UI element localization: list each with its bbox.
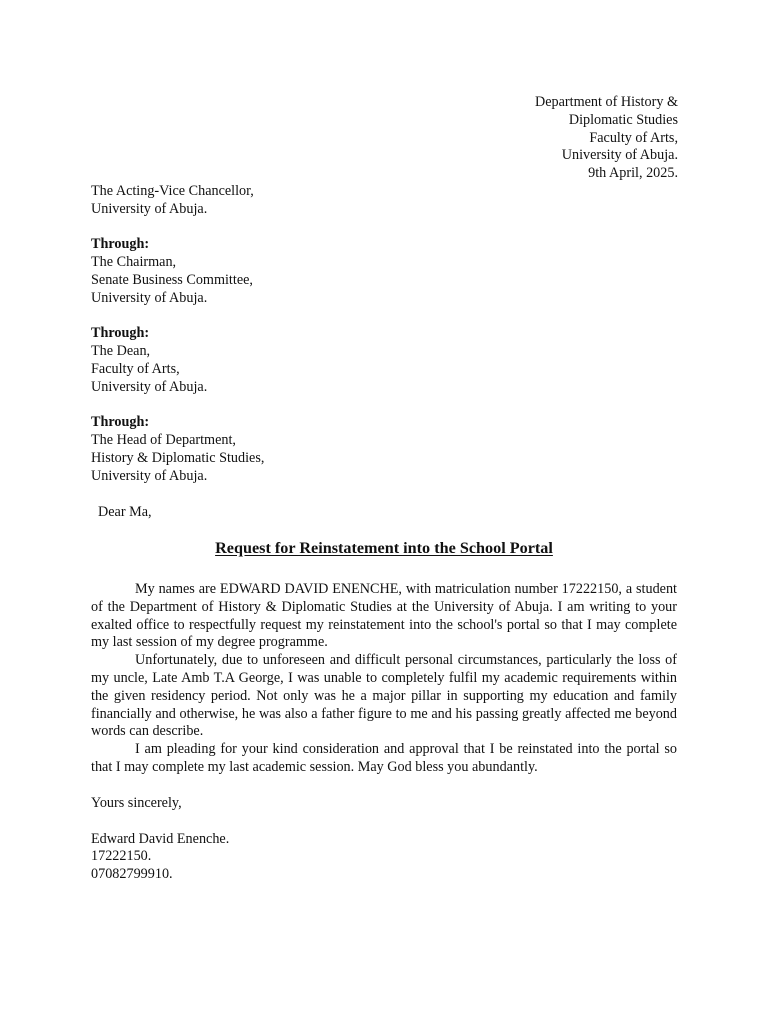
through-line: Senate Business Committee,	[91, 271, 253, 288]
through-label: Through:	[91, 414, 150, 431]
signatory-matric: 17222150.	[91, 848, 152, 865]
sender-department-cont: Diplomatic Studies	[568, 111, 678, 128]
closing-block	[91, 795, 229, 884]
valediction: Yours sincerely,	[91, 795, 182, 811]
sender-address	[535, 94, 678, 183]
through-label: Through:	[91, 236, 150, 253]
signatory-name: Edward David Enenche.	[91, 830, 230, 847]
through-line: History & Diplomatic Studies,	[91, 449, 265, 466]
through-line: The Head of Department,	[91, 432, 236, 449]
through-block	[91, 414, 681, 485]
body-paragraph: My names are EDWARD DAVID ENENCHE, with matriculation number 17222150, a student of the Department of History & Diplomatic Studies at the University of Abuja. I am writing to your exalted office to respectfully request my reinstatement into the school's portal so that I may complete my last session of my degree programme.	[91, 581, 677, 651]
salutation: Dear Ma,	[98, 504, 152, 520]
letter-date: 9th April, 2025.	[588, 165, 678, 182]
through-line: University of Abuja.	[91, 378, 208, 395]
recipient-title: The Acting-Vice Chancellor,	[91, 183, 254, 199]
sender-faculty: Faculty of Arts,	[589, 129, 678, 146]
body-paragraph: I am pleading for your kind consideration and approval that I be reinstated into the portal so that I may complete my last academic session. May God bless you abundantly.	[91, 741, 677, 775]
letter-subject: Request for Reinstatement into the School Portal	[215, 539, 553, 557]
through-block	[91, 325, 681, 396]
through-line: The Dean,	[91, 343, 151, 360]
through-line: University of Abuja.	[91, 289, 208, 306]
recipient-university: University of Abuja.	[91, 200, 208, 217]
through-line: The Chairman,	[91, 254, 177, 271]
signatory-phone: 07082799910.	[91, 866, 173, 883]
body-paragraph: Unfortunately, due to unforeseen and difficult personal circumstances, particularly the loss of my uncle, Late Amb T.A George, I was unable to completely fulfil my academic requirements within the given residency period. Not only was he a major pillar in supporting my education and family financially and otherwise, he was also a father figure to me and his passing greatly affected me beyond words can describe.	[91, 652, 677, 740]
through-line: Faculty of Arts,	[91, 360, 180, 377]
through-label: Through:	[91, 325, 150, 342]
sender-department: Department of History &	[534, 94, 678, 110]
recipient-address	[91, 183, 681, 486]
through-block	[91, 236, 681, 307]
through-line: University of Abuja.	[91, 467, 208, 484]
sender-university: University of Abuja.	[561, 147, 678, 164]
letter-body	[91, 581, 677, 777]
